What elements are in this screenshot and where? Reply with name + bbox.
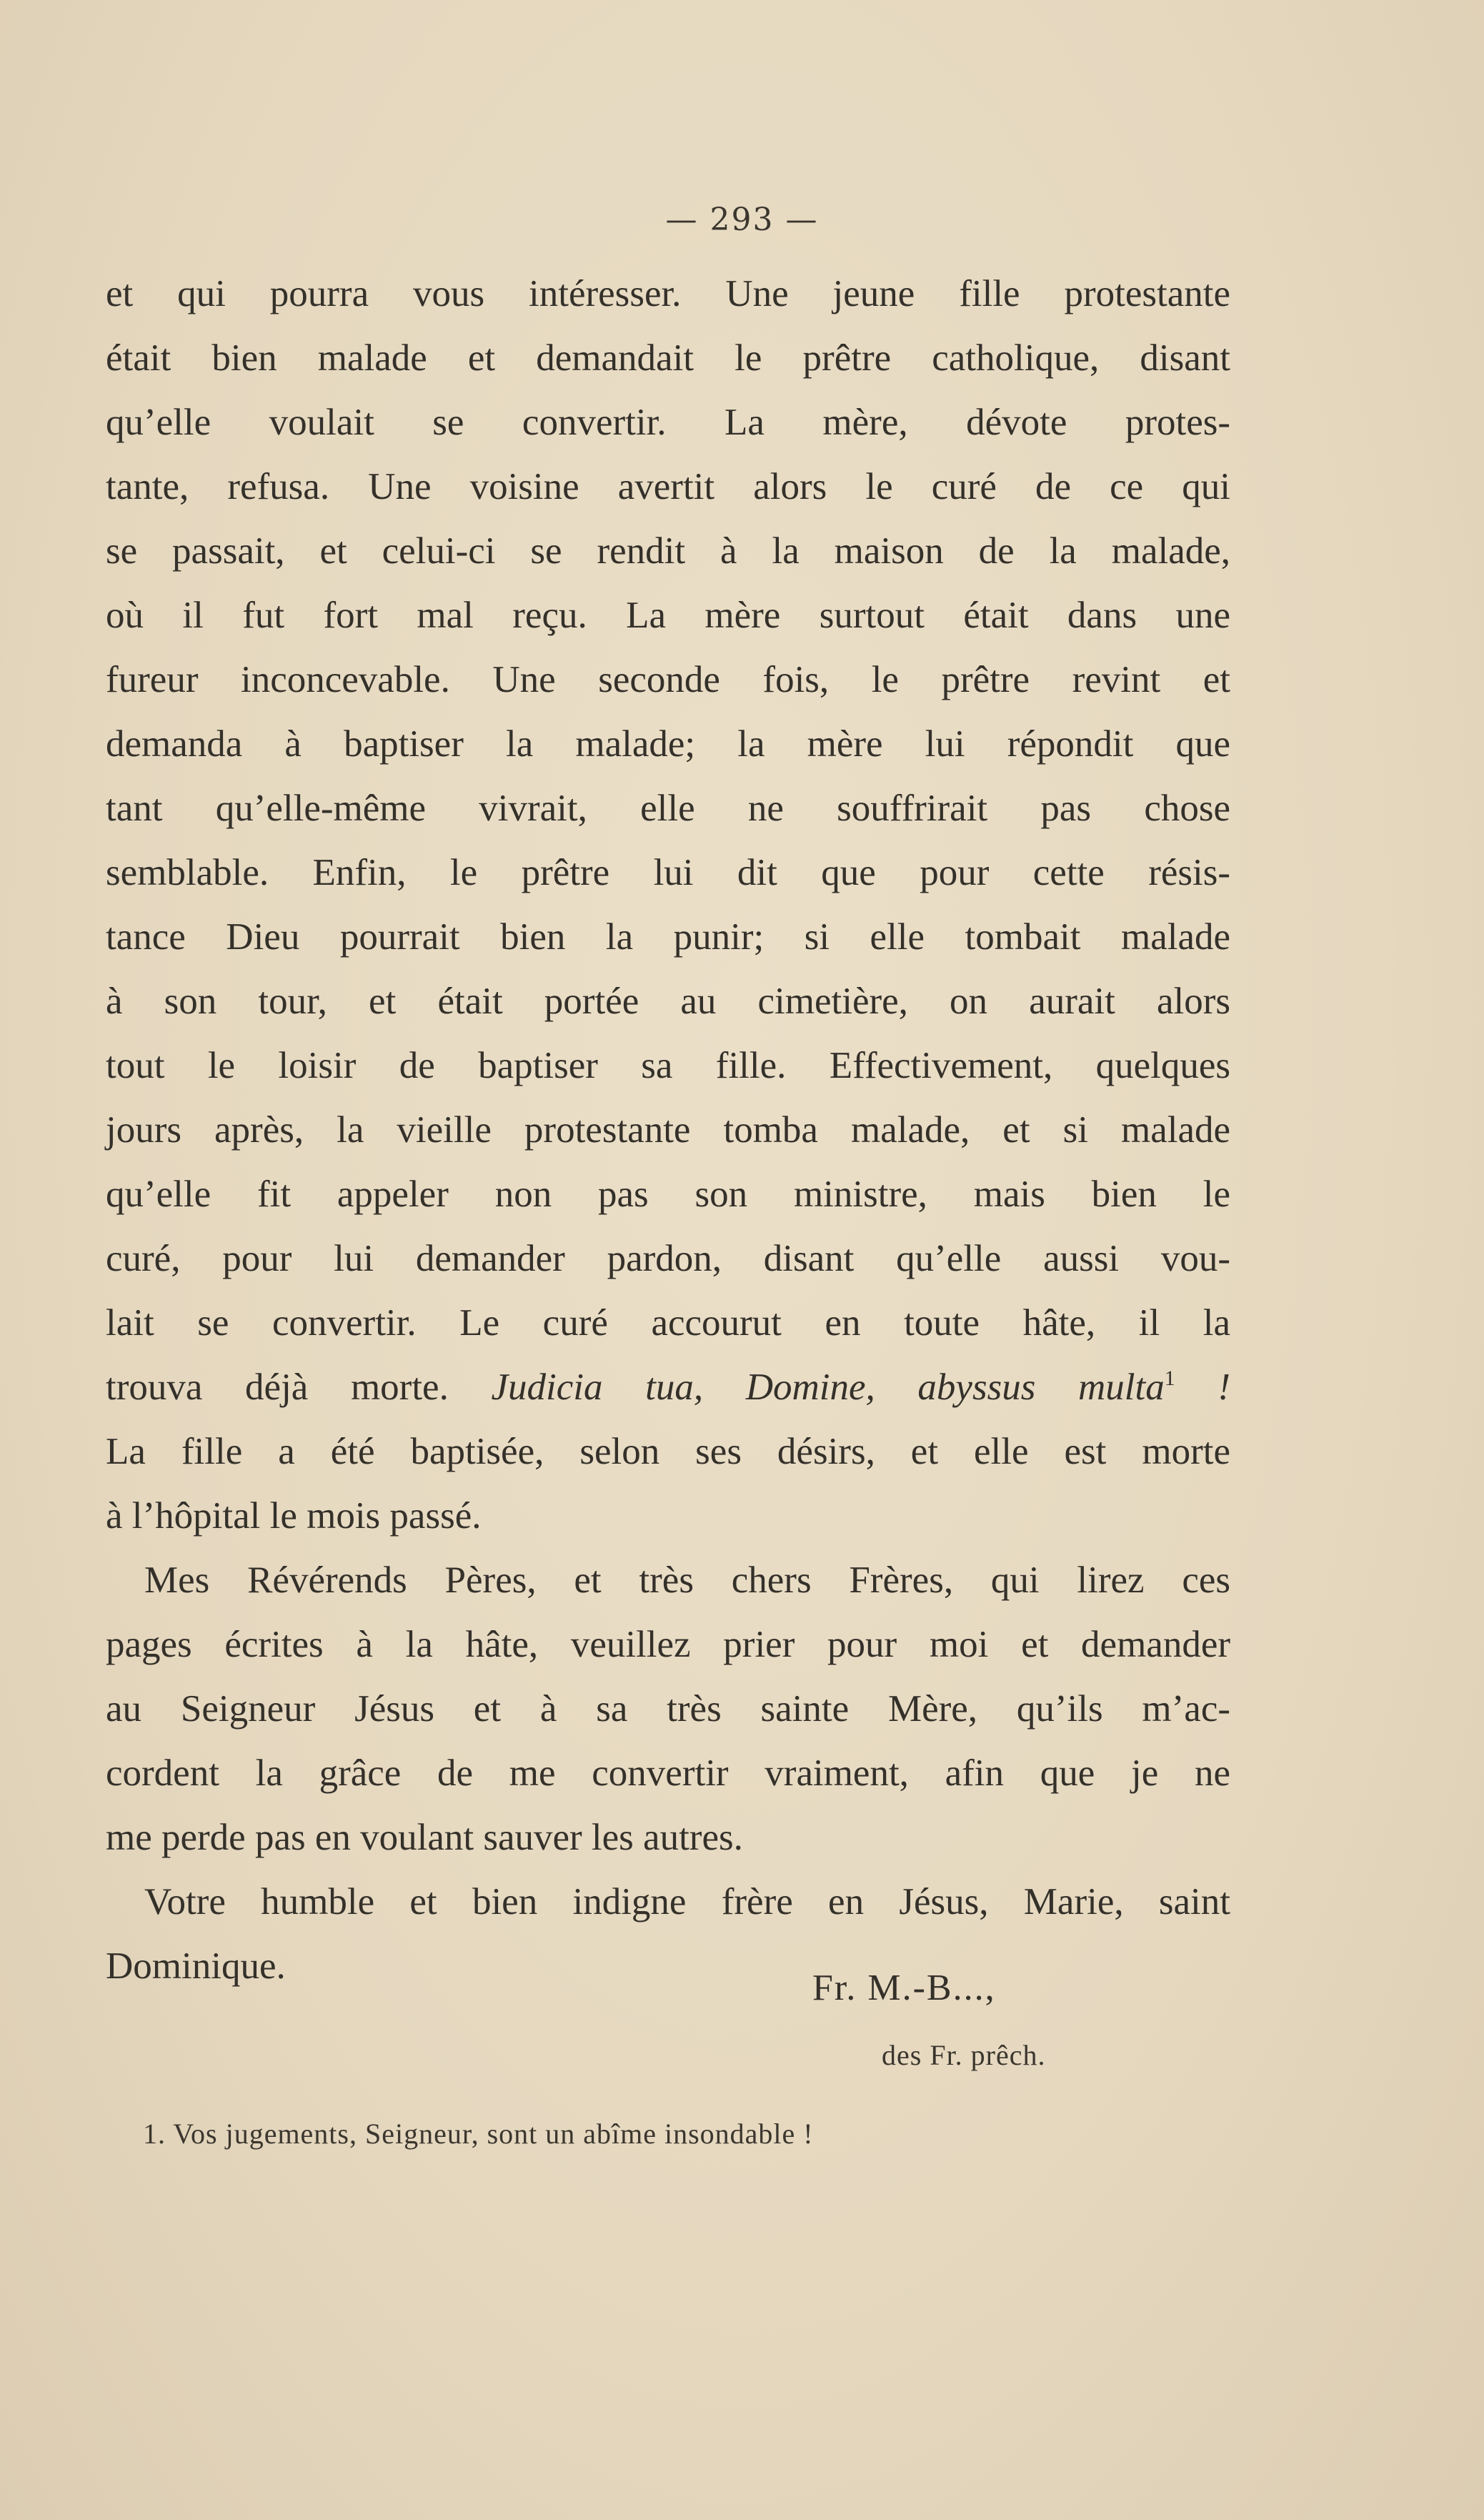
text-line: et qui pourra vous intéresser. Une jeune fille protestante	[106, 273, 1230, 314]
text-line: pages écrites à la hâte, veuillez prier pour moi et demander	[106, 1624, 1230, 1665]
text-line: tance Dieu pourrait bien la punir; si elle tombait malade	[106, 916, 1230, 958]
page-number: — 293 —	[665, 202, 819, 238]
body-text	[106, 262, 1230, 1998]
text-line: lait se convertir. Le curé accourut en toute hâte, il la	[106, 1302, 1230, 1344]
footnote: 1. Vos jugements, Seigneur, sont un abîme insondable !	[143, 2118, 814, 2150]
text-line: était bien malade et demandait le prêtre catholique, disant	[106, 337, 1230, 379]
text-line: demanda à baptiser la malade; la mère lui répondit que	[106, 723, 1230, 765]
text-line: qu’elle voulait se convertir. La mère, dévote protes-	[106, 402, 1230, 443]
text-line: qu’elle fit appeler non pas son ministre, mais bien le	[106, 1174, 1230, 1215]
text-line: jours après, la vieille protestante tomba malade, et si malade	[106, 1109, 1230, 1151]
text-line: cordent la grâce de me convertir vraiment, afin que je ne	[106, 1752, 1230, 1794]
text-line: se passait, et celui-ci se rendit à la maison de la malade,	[106, 530, 1230, 572]
text-line: me perde pas en voulant sauver les autres.	[106, 1817, 743, 1858]
text-line: où il fut fort mal reçu. La mère surtout était dans une	[106, 595, 1230, 636]
text-line: La fille a été baptisée, selon ses désirs, et elle est morte	[106, 1431, 1230, 1472]
text-line: curé, pour lui demander pardon, disant qu’elle aussi vou-	[106, 1238, 1230, 1279]
text-line: tout le loisir de baptiser sa fille. Effectivement, quelques	[106, 1045, 1230, 1086]
text-line: semblable. Enfin, le prêtre lui dit que pour cette résis-	[106, 852, 1230, 893]
latin-line-suffix: !	[1175, 1366, 1230, 1408]
text-line: tante, refusa. Une voisine avertit alors le curé de ce qui	[106, 466, 1230, 507]
text-line: Dominique.	[106, 1945, 286, 1987]
text-line: Votre humble et bien indigne frère en Jésus, Marie, saint	[144, 1881, 1230, 1923]
latin-quote-line	[106, 1355, 1230, 1419]
text-line: fureur inconcevable. Une seconde fois, le prêtre revint et	[106, 659, 1230, 700]
text-line: tant qu’elle-même vivrait, elle ne souffrirait pas chose	[106, 788, 1230, 829]
text-line: à son tour, et était portée au cimetière, on aurait alors	[106, 981, 1230, 1022]
text-line: au Seigneur Jésus et à sa très sainte Mère, qu’ils m’ac-	[106, 1688, 1230, 1730]
signature-name: Fr. M.-B...,	[812, 1968, 996, 2008]
text-line: Mes Révérends Pères, et très chers Frères, qui lirez ces	[144, 1559, 1230, 1601]
latin-line-prefix: trouva déjà morte.	[106, 1366, 492, 1408]
signature-order: des Fr. prêch.	[882, 2039, 1046, 2071]
footnote-reference: 1	[1164, 1366, 1175, 1390]
text-line: à l’hôpital le mois passé.	[106, 1495, 482, 1537]
latin-quotation: Judicia tua, Domine, abyssus multa	[491, 1366, 1165, 1408]
